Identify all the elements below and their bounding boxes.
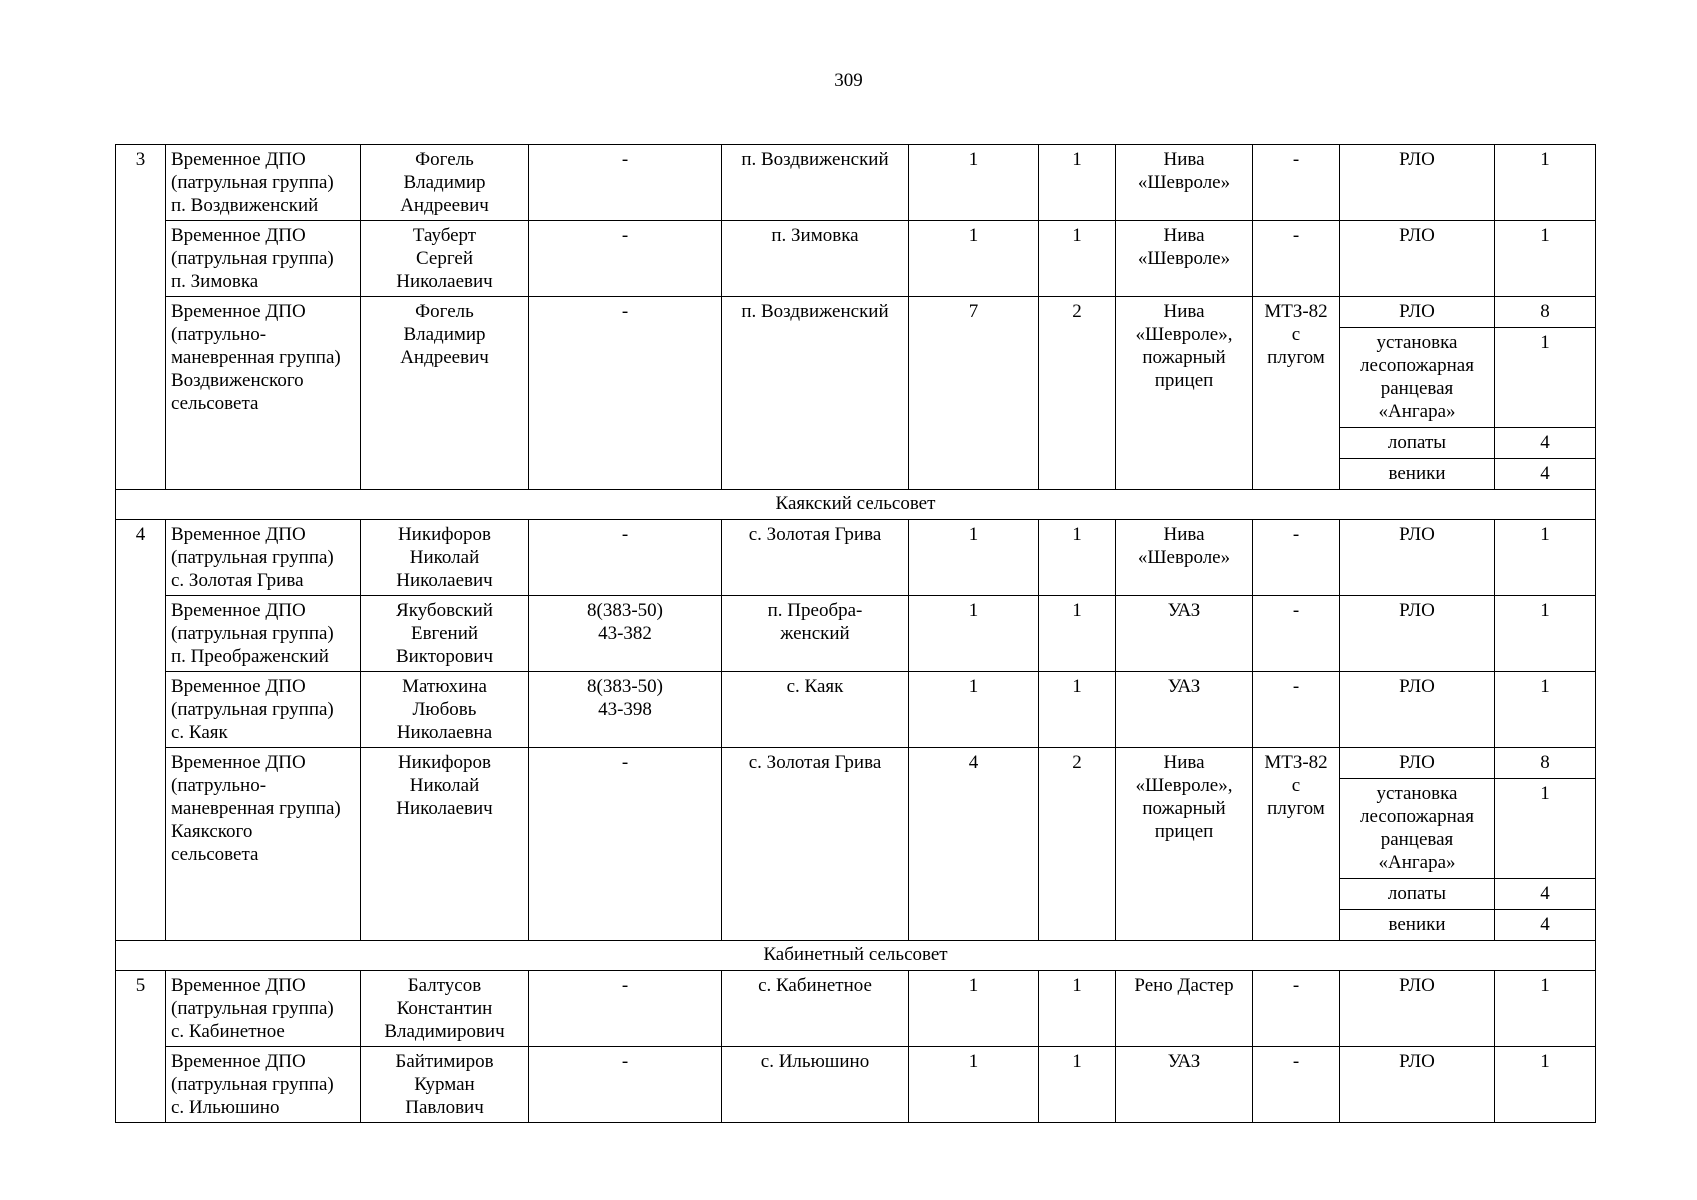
unit-phone: -	[529, 971, 722, 1047]
equipment-name: РЛО	[1340, 596, 1495, 672]
equipment-qty: 1	[1495, 672, 1596, 748]
unit-vehicles-count: 1	[1039, 596, 1116, 672]
unit-name: Временное ДПО (патрульная группа) п. Воздвиженский	[166, 145, 361, 221]
unit-head: Фогель Владимир Андреевич	[361, 297, 529, 490]
unit-head: Фогель Владимир Андреевич	[361, 145, 529, 221]
table-row	[116, 297, 1596, 328]
equipment-qty: 1	[1495, 971, 1596, 1047]
equipment-name: РЛО	[1340, 297, 1495, 328]
equipment-qty: 1	[1495, 520, 1596, 596]
equipment-qty: 4	[1495, 428, 1596, 459]
unit-phone: -	[529, 520, 722, 596]
table-row	[116, 672, 1596, 748]
unit-head: Никифоров Николай Николаевич	[361, 520, 529, 596]
unit-vehicles-count: 1	[1039, 971, 1116, 1047]
equipment-qty: 4	[1495, 879, 1596, 910]
unit-location: п. Воздвиженский	[722, 145, 909, 221]
unit-people: 1	[909, 221, 1039, 297]
unit-location: п. Преобра- женский	[722, 596, 909, 672]
unit-name: Временное ДПО (патрульно- маневренная группа) Каякского сельсовета	[166, 748, 361, 941]
unit-head: Якубовский Евгений Викторович	[361, 596, 529, 672]
unit-tech: -	[1253, 672, 1340, 748]
unit-tech: -	[1253, 1047, 1340, 1123]
equipment-name: РЛО	[1340, 221, 1495, 297]
unit-vehicles: Нива «Шевроле», пожарный прицеп	[1116, 297, 1253, 490]
unit-location: п. Зимовка	[722, 221, 909, 297]
equipment-qty: 4	[1495, 459, 1596, 490]
equipment-name: РЛО	[1340, 520, 1495, 596]
unit-vehicles: УАЗ	[1116, 672, 1253, 748]
unit-location: с. Каяк	[722, 672, 909, 748]
unit-phone: -	[529, 748, 722, 941]
row-number: 3	[116, 145, 166, 490]
equipment-qty: 8	[1495, 748, 1596, 779]
table-row	[116, 596, 1596, 672]
unit-vehicles: Нива «Шевроле»	[1116, 145, 1253, 221]
unit-tech: МТЗ-82 с плугом	[1253, 748, 1340, 941]
table-row	[116, 221, 1596, 297]
unit-tech: -	[1253, 520, 1340, 596]
unit-tech: -	[1253, 221, 1340, 297]
unit-people: 4	[909, 748, 1039, 941]
unit-people: 1	[909, 145, 1039, 221]
unit-people: 1	[909, 520, 1039, 596]
unit-people: 1	[909, 596, 1039, 672]
unit-people: 7	[909, 297, 1039, 490]
unit-people: 1	[909, 672, 1039, 748]
unit-name: Временное ДПО (патрульная группа) с. Золотая Грива	[166, 520, 361, 596]
unit-vehicles: Нива «Шевроле»	[1116, 520, 1253, 596]
unit-vehicles: Нива «Шевроле»	[1116, 221, 1253, 297]
unit-vehicles-count: 1	[1039, 221, 1116, 297]
equipment-name: веники	[1340, 910, 1495, 941]
section-header-row	[116, 490, 1596, 520]
table-row	[116, 971, 1596, 1047]
unit-people: 1	[909, 1047, 1039, 1123]
unit-phone: -	[529, 1047, 722, 1123]
section-title: Кабинетный сельсовет	[116, 941, 1596, 971]
equipment-name: РЛО	[1340, 145, 1495, 221]
unit-location: п. Воздвиженский	[722, 297, 909, 490]
unit-vehicles-count: 1	[1039, 145, 1116, 221]
unit-vehicles: УАЗ	[1116, 596, 1253, 672]
equipment-name: лопаты	[1340, 428, 1495, 459]
unit-name: Временное ДПО (патрульная группа) п. Преображенский	[166, 596, 361, 672]
equipment-name: РЛО	[1340, 748, 1495, 779]
unit-phone: -	[529, 221, 722, 297]
equipment-name: установка лесопожарная ранцевая «Ангара»	[1340, 779, 1495, 879]
table-row	[116, 1047, 1596, 1123]
unit-phone: -	[529, 145, 722, 221]
equipment-qty: 1	[1495, 779, 1596, 879]
equipment-name: веники	[1340, 459, 1495, 490]
section-title: Каякский сельсовет	[116, 490, 1596, 520]
equipment-qty: 8	[1495, 297, 1596, 328]
unit-tech: -	[1253, 971, 1340, 1047]
unit-location: с. Кабинетное	[722, 971, 909, 1047]
unit-vehicles-count: 1	[1039, 1047, 1116, 1123]
table-row	[116, 520, 1596, 596]
unit-vehicles-count: 2	[1039, 748, 1116, 941]
unit-vehicles-count: 1	[1039, 520, 1116, 596]
unit-tech: МТЗ-82 с плугом	[1253, 297, 1340, 490]
unit-name: Временное ДПО (патрульная группа) с. Кабинетное	[166, 971, 361, 1047]
fire-units-table	[115, 144, 1596, 1123]
equipment-name: РЛО	[1340, 971, 1495, 1047]
unit-tech: -	[1253, 145, 1340, 221]
unit-name: Временное ДПО (патрульная группа) с. Каяк	[166, 672, 361, 748]
unit-tech: -	[1253, 596, 1340, 672]
unit-head: Балтусов Константин Владимирович	[361, 971, 529, 1047]
equipment-qty: 1	[1495, 145, 1596, 221]
unit-location: с. Золотая Грива	[722, 520, 909, 596]
row-number: 4	[116, 520, 166, 941]
unit-location: с. Золотая Грива	[722, 748, 909, 941]
equipment-name: РЛО	[1340, 1047, 1495, 1123]
unit-vehicles: Нива «Шевроле», пожарный прицеп	[1116, 748, 1253, 941]
equipment-qty: 1	[1495, 328, 1596, 428]
equipment-name: лопаты	[1340, 879, 1495, 910]
unit-name: Временное ДПО (патрульная группа) п. Зимовка	[166, 221, 361, 297]
page-number: 309	[834, 70, 863, 91]
unit-location: с. Ильюшино	[722, 1047, 909, 1123]
equipment-qty: 1	[1495, 221, 1596, 297]
unit-vehicles: Рено Дастер	[1116, 971, 1253, 1047]
unit-name: Временное ДПО (патрульная группа) с. Ильюшино	[166, 1047, 361, 1123]
row-number: 5	[116, 971, 166, 1123]
unit-head: Матюхина Любовь Николаевна	[361, 672, 529, 748]
equipment-name: установка лесопожарная ранцевая «Ангара»	[1340, 328, 1495, 428]
unit-people: 1	[909, 971, 1039, 1047]
unit-vehicles: УАЗ	[1116, 1047, 1253, 1123]
table-row	[116, 145, 1596, 221]
unit-vehicles-count: 1	[1039, 672, 1116, 748]
unit-head: Тауберт Сергей Николаевич	[361, 221, 529, 297]
equipment-qty: 1	[1495, 596, 1596, 672]
unit-phone: -	[529, 297, 722, 490]
unit-vehicles-count: 2	[1039, 297, 1116, 490]
unit-phone: 8(383-50) 43-382	[529, 596, 722, 672]
equipment-qty: 1	[1495, 1047, 1596, 1123]
unit-phone: 8(383-50) 43-398	[529, 672, 722, 748]
unit-head: Байтимиров Курман Павлович	[361, 1047, 529, 1123]
unit-head: Никифоров Николай Николаевич	[361, 748, 529, 941]
section-header-row	[116, 941, 1596, 971]
unit-name: Временное ДПО (патрульно- маневренная группа) Воздвиженского сельсовета	[166, 297, 361, 490]
table-row	[116, 748, 1596, 779]
equipment-qty: 4	[1495, 910, 1596, 941]
equipment-name: РЛО	[1340, 672, 1495, 748]
